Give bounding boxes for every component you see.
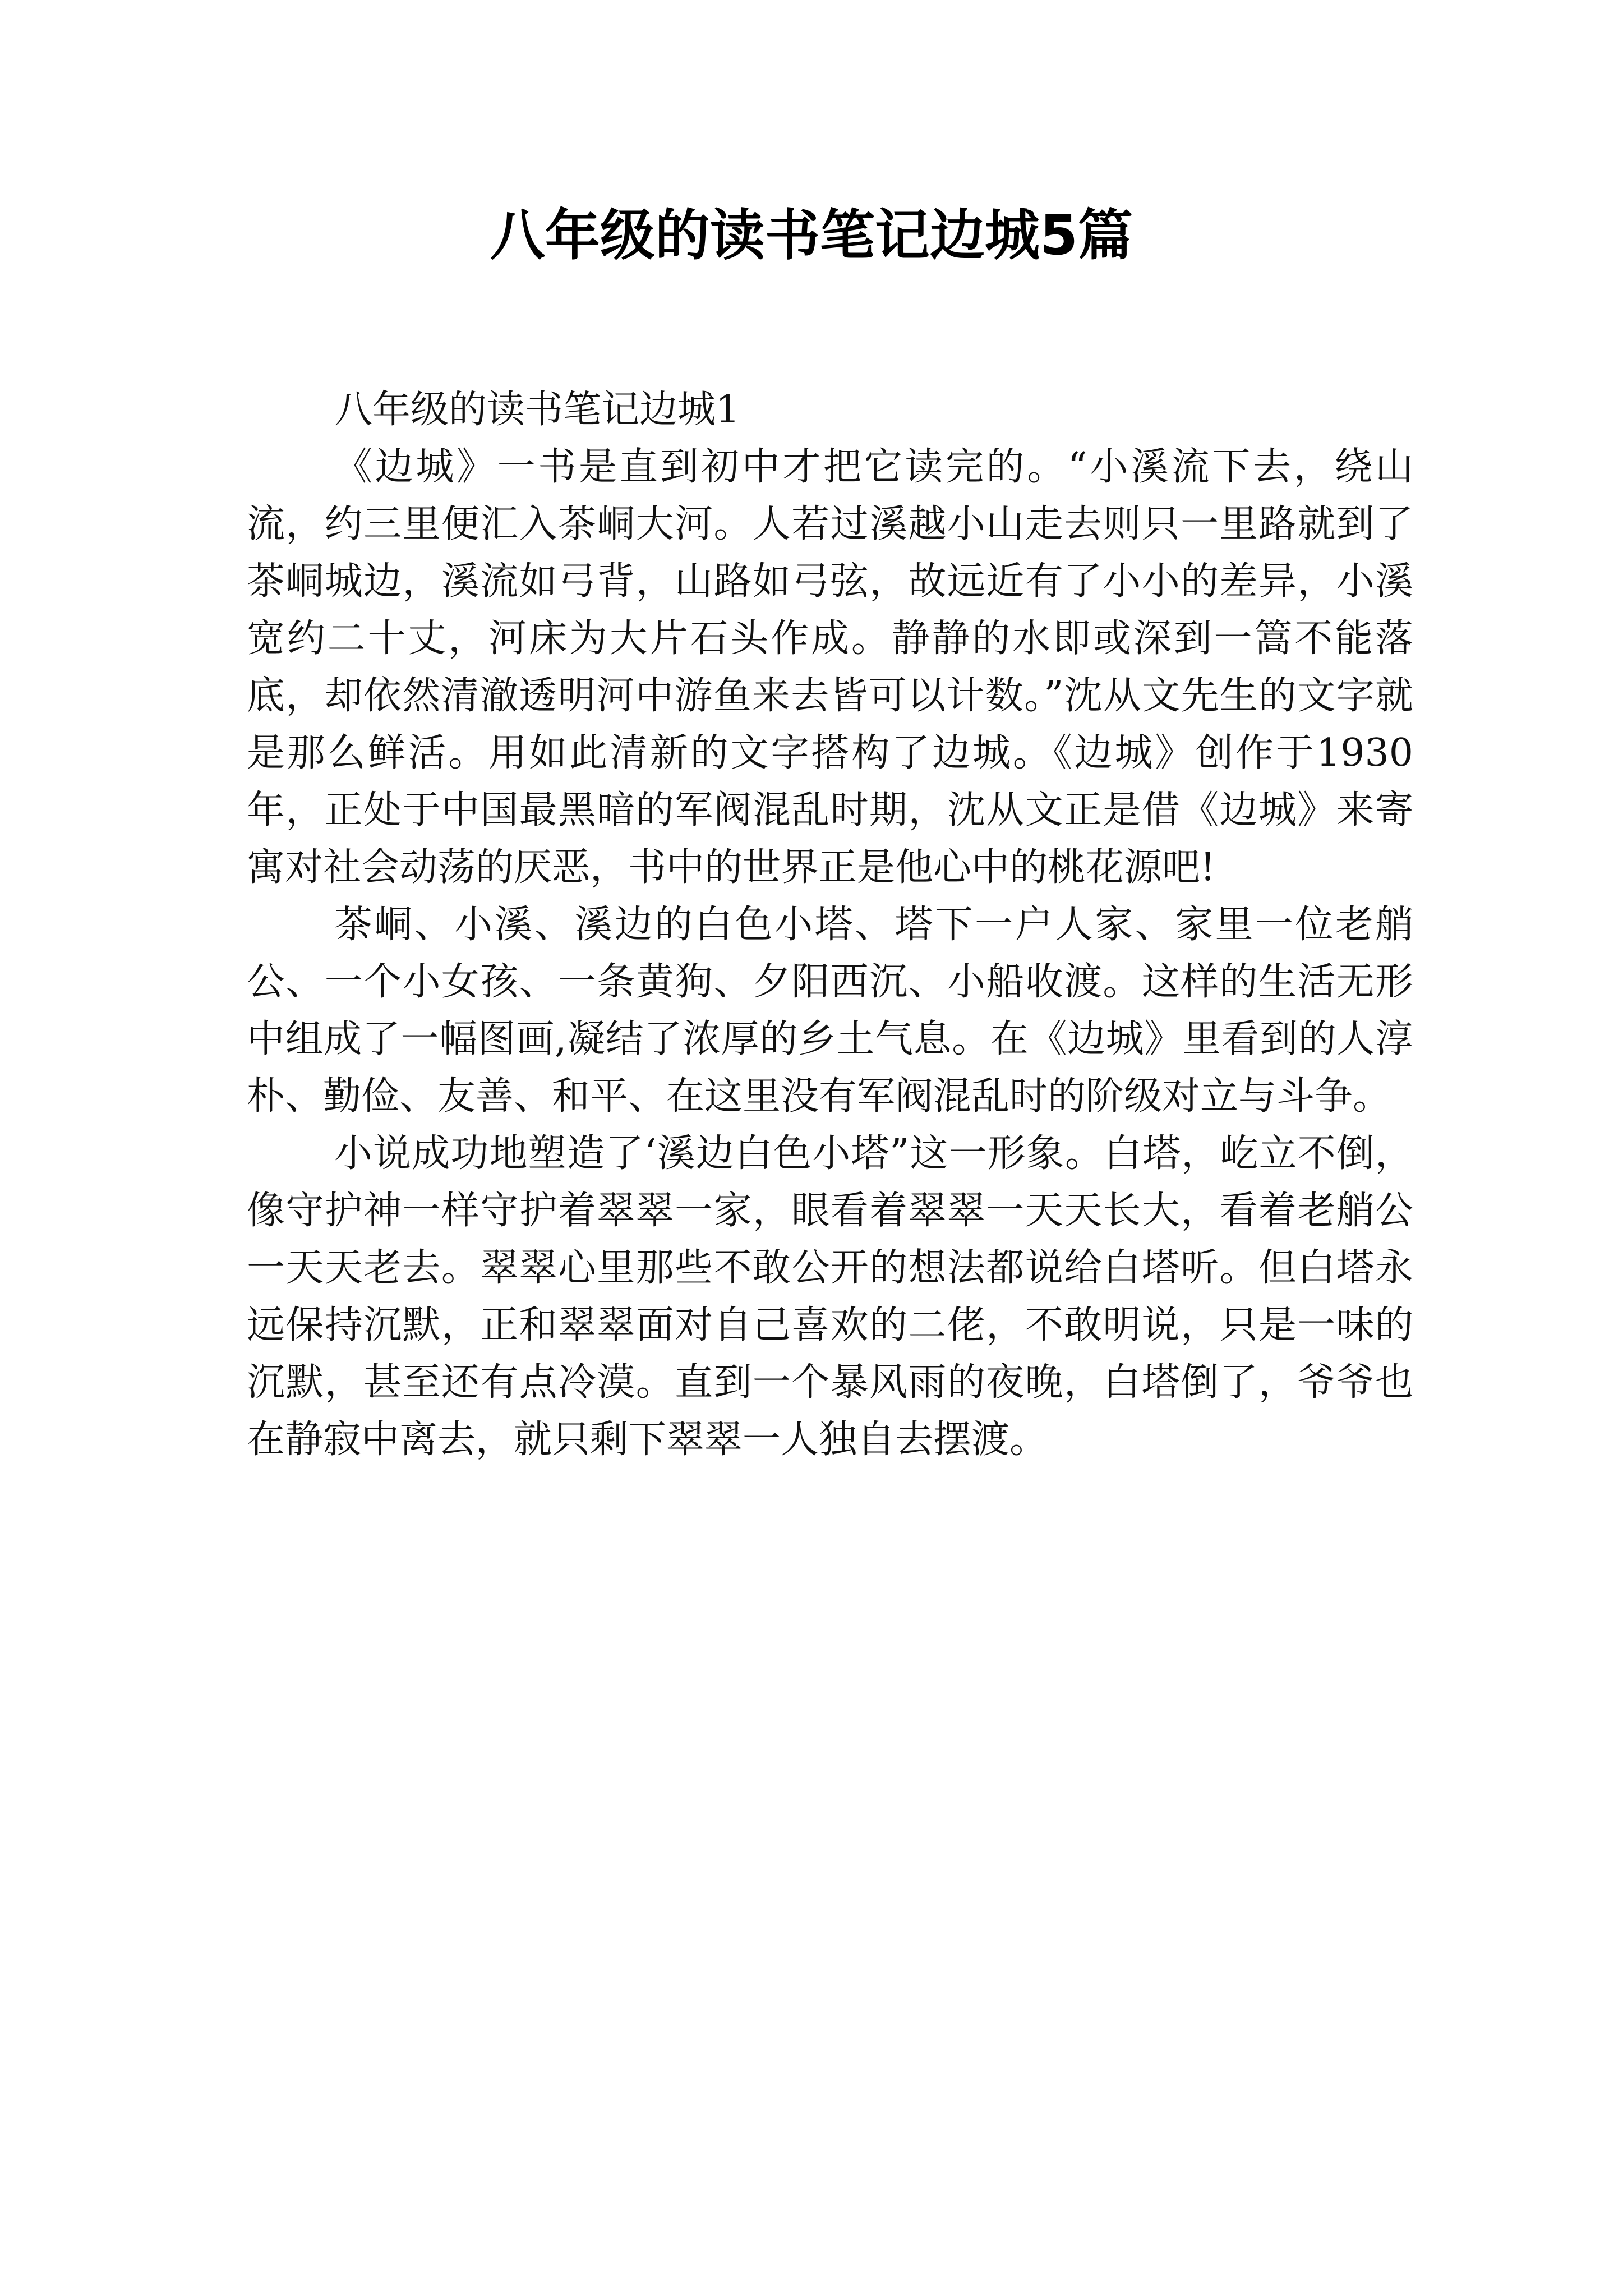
section-heading: 八年级的读书笔记边城1 (334, 388, 740, 432)
document-title: 八年级的读书笔记边城5篇 (490, 204, 1133, 268)
paragraph-1: 《边城》一书是直到初中才把它读完的。“小溪流下去，绕山流，约三里便汇入茶峒大河。人若过溪越小山走去则只一里路就到了茶峒城边，溪流如弓背，山路如弓弦，故远近有了小小的差异，小溪宽约二十丈，河床为大片石头作成。静静的水即或深到一篙不能落底，却依然清澈透明河中游鱼来去皆可以计数。”沈从文先生的文字就是那么鲜活。用如此清新的文字搭构了边城。《边城》创作于1930年，正处于中国最黑暗的军阀混乱时期，沈从文正是借《边城》来寄寓对社会动荡的厌恶，书中的世界正是他心中的桃花源吧! (247, 445, 1414, 890)
paragraph-3: 小说成功地塑造了‘溪边白色小塔”这一形象。白塔，屹立不倒，像守护神一样守护着翠翠一家，眼看着翠翠一天天长大，看着老艄公一天天老去。翠翠心里那些不敢公开的想法都说给白塔听。但白塔永远保持沉默，正和翠翠面对自己喜欢的二佬，不敢明说，只是一味的沉默，甚至还有点冷漠。直到一个暴风雨的夜晚，白塔倒了，爷爷也在静寂中离去，就只剩下翠翠一人独自去摆渡。 (247, 1131, 1413, 1462)
paragraph-2: 茶峒、小溪、溪边的白色小塔、塔下一户人家、家里一位老艄公、一个小女孩、一条黄狗、夕阳西沉、小船收渡。这样的生活无形中组成了一幅图画,凝结了浓厚的乡土气息。在《边城》里看到的人淳朴、勤俭、友善、和平、在这里没有军阀混乱时的阶级对立与斗争。 (247, 903, 1413, 1119)
document-body (247, 381, 1413, 1469)
